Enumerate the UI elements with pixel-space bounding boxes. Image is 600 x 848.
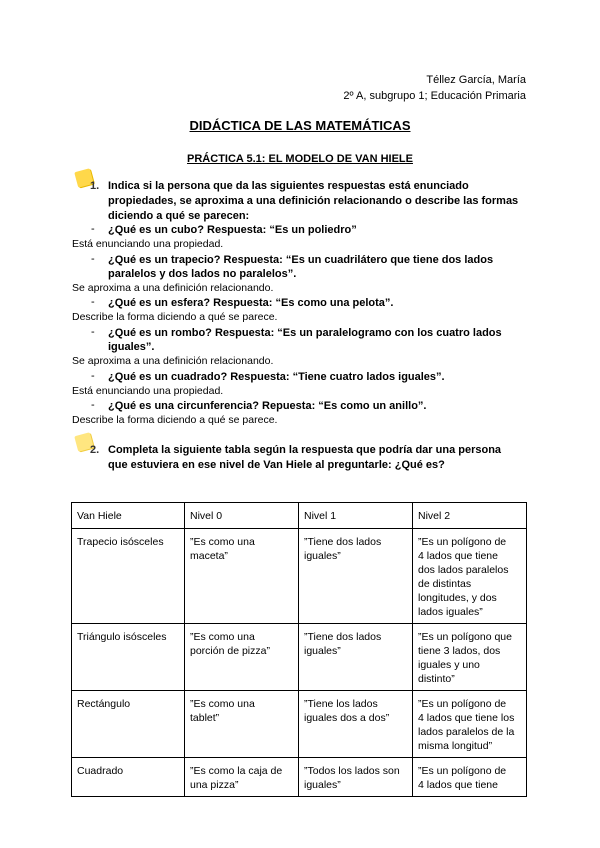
cell-line: lados iguales” [418, 606, 483, 618]
table-row [72, 529, 527, 624]
author-group: 2º A, subgrupo 1; Educación Primaria [343, 90, 526, 102]
cell-line: 4 lados que tiene [418, 779, 498, 791]
table-cell [185, 624, 299, 691]
table-cell [413, 624, 527, 691]
table-cell [299, 691, 413, 758]
table-cell [72, 758, 185, 797]
table-cell [72, 529, 185, 624]
question-1-number: 1. [90, 180, 100, 192]
item-question: ¿Qué es un cuadrado? Respuesta: “Tiene cuatro lados iguales”. [108, 371, 445, 383]
cell-line: Triángulo isósceles [77, 631, 167, 643]
cell-line: ”Tiene dos lados [304, 631, 382, 643]
bullet-dash: - [91, 296, 95, 308]
table-header-cell: Nivel 2 [413, 503, 527, 529]
cell-line: iguales dos a dos” [304, 712, 390, 724]
item-answer: Está enunciando una propiedad. [72, 238, 224, 250]
table-row [72, 624, 527, 691]
cell-line: tiene 3 lados, dos [418, 645, 501, 657]
question-2-text [108, 443, 501, 473]
question-1-text [108, 179, 518, 224]
table-cell [413, 691, 527, 758]
table-cell [413, 529, 527, 624]
table-header-row [72, 503, 527, 529]
cell-line: ”Es un polígono de [418, 698, 507, 710]
cell-line: 4 lados que tiene [418, 550, 498, 562]
question-1-line: propiedades, se aproxima a una definición relacionando o describe las formas [108, 195, 519, 207]
cell-line: Cuadrado [77, 765, 124, 777]
page-title: DIDÁCTICA DE LAS MATEMÁTICAS [189, 118, 411, 133]
cell-line: 4 lados que tiene los [418, 712, 515, 724]
cell-line: Rectángulo [77, 698, 131, 710]
cell-line: misma longitud” [418, 740, 493, 752]
question-2-number: 2. [90, 444, 100, 456]
item-answer: Describe la forma diciendo a qué se parece. [72, 311, 278, 323]
bullet-dash: - [91, 253, 95, 265]
bullet-dash: - [91, 399, 95, 411]
cell-line: ”Es como una [190, 631, 255, 643]
table-row [72, 758, 527, 797]
practice-subtitle: PRÁCTICA 5.1: EL MODELO DE VAN HIELE [187, 153, 413, 165]
cell-line: Trapecio isósceles [77, 536, 164, 548]
cell-line: ”Es como una [190, 698, 255, 710]
table-header-cell: Nivel 1 [299, 503, 413, 529]
table-cell [185, 529, 299, 624]
cell-line: de distintas [418, 578, 472, 590]
item-answer: Describe la forma diciendo a qué se parece. [72, 414, 278, 426]
table-cell [299, 529, 413, 624]
question-1-line: Indica si la persona que da las siguientes respuestas está enunciado [108, 180, 469, 192]
cell-line: distinto” [418, 673, 455, 685]
question-2-line: Completa la siguiente tabla según la respuesta que podría dar una persona [108, 444, 502, 456]
author-name: Téllez García, María [426, 74, 526, 86]
table-cell [72, 691, 185, 758]
item-answer: Se aproxima a una definición relacionando. [72, 282, 274, 294]
table-cell [299, 758, 413, 797]
cell-line: ”Es como una [190, 536, 255, 548]
table-cell [72, 624, 185, 691]
cell-line: ”Es un polígono que [418, 631, 512, 643]
cell-line: ”Tiene dos lados [304, 536, 382, 548]
table-cell [299, 624, 413, 691]
cell-line: longitudes, y dos [418, 592, 497, 604]
cell-line: iguales y uno [418, 659, 480, 671]
item-question [108, 253, 493, 281]
cell-line: lados paralelos de la [418, 726, 515, 738]
cell-line: ”Tiene los lados [304, 698, 378, 710]
table-header-cell: Van Hiele [72, 503, 185, 529]
item-question: ¿Qué es un esfera? Respuesta: “Es como una pelota”. [108, 297, 394, 309]
cell-line: ”Es un polígono de [418, 536, 507, 548]
cell-line: maceta” [190, 550, 228, 562]
item-answer: Está enunciando una propiedad. [72, 385, 224, 397]
table-header-cell: Nivel 0 [185, 503, 299, 529]
table-cell [413, 758, 527, 797]
item-question-line: iguales”. [108, 341, 155, 353]
cell-line: una pizza” [190, 779, 239, 791]
item-answer: Se aproxima a una definición relacionando. [72, 355, 274, 367]
item-question: ¿Qué es un cubo? Respuesta: “Es un poliedro” [108, 224, 357, 236]
bullet-dash: - [91, 370, 95, 382]
cell-line: iguales” [304, 550, 341, 562]
cell-line: ”Es un polígono de [418, 765, 507, 777]
cell-line: porción de pizza” [190, 645, 270, 657]
table-row [72, 691, 527, 758]
question-2-line: que estuviera en ese nivel de Van Hiele al preguntarle: ¿Qué es? [108, 459, 445, 471]
table-cell [185, 758, 299, 797]
cell-line: ”Es como la caja de [190, 765, 283, 777]
cell-line: dos lados paralelos [418, 564, 509, 576]
item-question [108, 326, 502, 354]
item-question: ¿Qué es una circunferencia? Repuesta: “Es como un anillo”. [108, 400, 427, 412]
item-question-line: ¿Qué es un rombo? Respuesta: “Es un paralelogramo con los cuatro lados [108, 327, 502, 339]
item-question-line: paralelos y dos lados no paralelos”. [108, 268, 297, 280]
question-1-line: diciendo a qué se parecen: [108, 210, 250, 222]
van-hiele-table [71, 502, 527, 797]
cell-line: iguales” [304, 779, 341, 791]
cell-line: tablet” [190, 712, 220, 724]
bullet-dash: - [91, 326, 95, 338]
item-question-line: ¿Qué es un trapecio? Respuesta: “Es un cuadrilátero que tiene dos lados [108, 254, 494, 266]
cell-line: ”Todos los lados son [304, 765, 400, 777]
bullet-dash: - [91, 223, 95, 235]
cell-line: iguales” [304, 645, 341, 657]
table-cell [185, 691, 299, 758]
